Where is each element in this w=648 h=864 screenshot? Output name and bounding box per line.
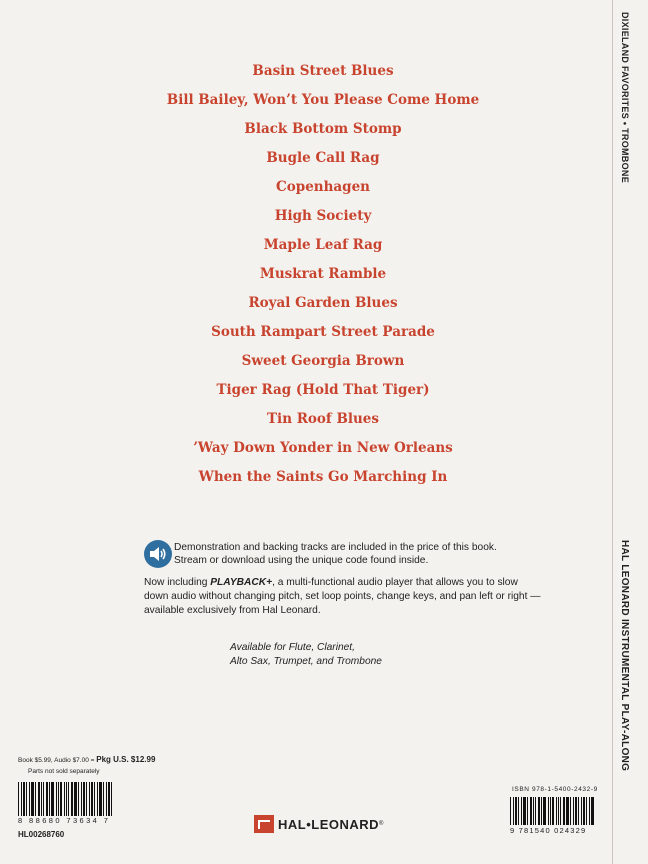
barcode-bar: [543, 797, 546, 825]
barcode-bar: [510, 797, 511, 825]
barcode-bar: [589, 797, 590, 825]
barcode-bar: [29, 782, 30, 816]
upc-barcode: [18, 782, 128, 816]
barcode-bar: [538, 797, 540, 825]
isbn-label: ISBN 978-1-5400-2432-9: [512, 786, 598, 793]
barcode-bar: [38, 782, 40, 816]
barcode-bar: [91, 782, 93, 816]
playback-brand: PLAYBACK+: [210, 577, 273, 588]
barcode-bar: [535, 797, 536, 825]
speaker-icon: [144, 540, 172, 568]
barcode-bar: [31, 782, 34, 816]
barcode-bar: [94, 782, 95, 816]
song-title: Maple Leaf Rag: [263, 237, 383, 253]
barcode-bar: [23, 782, 25, 816]
barcode-bar: [552, 797, 554, 825]
barcode-bar: [541, 797, 542, 825]
availability-line-1: Available for Flute, Clarinet,: [230, 642, 355, 653]
barcode-bar: [566, 797, 569, 825]
barcode-bar: [71, 782, 73, 816]
barcode-bar: [83, 782, 85, 816]
barcode-bar: [556, 797, 557, 825]
barcode-bar: [573, 797, 574, 825]
barcode-bar: [515, 797, 517, 825]
song-title: ’Way Down Yonder in New Orleans: [193, 440, 453, 456]
song-title: High Society: [274, 208, 372, 224]
barcode-bar: [78, 782, 79, 816]
song-title: When the Saints Go Marching In: [198, 469, 448, 485]
playback-description: [144, 576, 544, 618]
barcode-bar: [68, 782, 69, 816]
barcode-bar: [513, 797, 514, 825]
barcode-bar: [581, 797, 582, 825]
spine-divider: [612, 0, 613, 864]
barcode-bar: [563, 797, 565, 825]
barcode-bar: [35, 782, 36, 816]
song-title: Bill Bailey, Won’t You Please Come Home: [166, 92, 480, 108]
barcode-bar: [560, 797, 561, 825]
song-title: Black Bottom Stomp: [244, 121, 402, 137]
product-code: HL00268760: [18, 830, 65, 839]
package-price: Pkg U.S. $12.99: [96, 755, 156, 764]
hal-leonard-logo: [254, 815, 383, 833]
playback-prefix: Now including: [144, 577, 211, 588]
barcode-bar: [591, 797, 594, 825]
registered-mark: ®: [379, 821, 384, 827]
barcode-bar: [41, 782, 42, 816]
barcode-bar: [43, 782, 44, 816]
barcode-bar: [26, 782, 27, 816]
barcode-bar: [18, 782, 19, 816]
availability-line-2: Alto Sax, Trumpet, and Trombone: [230, 656, 382, 667]
price-line: [18, 755, 178, 765]
barcode-bar: [21, 782, 22, 816]
barcode-bar: [523, 797, 526, 825]
barcode-bar: [58, 782, 59, 816]
barcode-bar: [51, 782, 54, 816]
isbn-digits: 9 781540 024329: [510, 826, 587, 835]
availability-note: [230, 641, 460, 669]
song-title: Copenhagen: [276, 179, 370, 195]
spine-series: HAL LEONARD INSTRUMENTAL PLAY-ALONG: [619, 540, 630, 772]
song-title: Basin Street Blues: [252, 63, 394, 79]
barcode-bar: [106, 782, 107, 816]
barcode-bar: [548, 797, 549, 825]
barcode-bar: [66, 782, 67, 816]
barcode-bar: [570, 797, 571, 825]
publisher-name: HAL•LEONARD: [278, 816, 380, 832]
barcode-bar: [586, 797, 587, 825]
song-title: Royal Garden Blues: [248, 295, 398, 311]
barcode-bar: [530, 797, 532, 825]
barcode-bar: [99, 782, 102, 816]
logo-mark-icon: [254, 815, 274, 833]
barcode-bar: [64, 782, 65, 816]
barcode-bar: [558, 797, 559, 825]
song-list: [100, 58, 546, 493]
barcode-bar: [550, 797, 551, 825]
parts-note: Parts not sold separately: [28, 768, 100, 775]
barcode-bar: [575, 797, 577, 825]
barcode-bar: [89, 782, 90, 816]
barcode-bar: [518, 797, 519, 825]
barcode-bar: [108, 782, 110, 816]
barcode-bar: [86, 782, 87, 816]
audio-description: [174, 541, 544, 567]
song-title: Muskrat Ramble: [259, 266, 387, 282]
playback-text: , a multi-functional audio player that allows you to slow down audio without changing pitch, set loop points, change keys, and pan left or right — available exclusively from Hal Leonard.: [144, 577, 541, 616]
barcode-bar: [578, 797, 579, 825]
song-title: Tin Roof Blues: [267, 411, 379, 427]
song-title: Bugle Call Rag: [266, 150, 380, 166]
barcode-bar: [49, 782, 50, 816]
song-title: South Rampart Street Parade: [211, 324, 435, 340]
barcode-bar: [527, 797, 528, 825]
barcode-bar: [111, 782, 112, 816]
barcode-bar: [583, 797, 585, 825]
barcode-bar: [81, 782, 82, 816]
isbn-barcode: [510, 797, 602, 825]
barcode-bar: [60, 782, 62, 816]
price-breakdown: Book $5.99, Audio $7.00 =: [18, 757, 97, 764]
spine-title: DIXIELAND FAVORITES • TROMBONE: [620, 12, 630, 183]
song-title: Tiger Rag (Hold That Tiger): [216, 382, 430, 398]
audio-line-1: Demonstration and backing tracks are included in the price of this book.: [174, 542, 497, 553]
upc-digits: 8 88680 73634 7: [18, 816, 111, 825]
barcode-bar: [103, 782, 104, 816]
barcode-bar: [521, 797, 522, 825]
barcode-bar: [46, 782, 48, 816]
song-title: Sweet Georgia Brown: [241, 353, 405, 369]
barcode-bar: [74, 782, 77, 816]
barcode-bar: [533, 797, 534, 825]
barcode-bar: [97, 782, 98, 816]
audio-line-2: Stream or download using the unique code found inside.: [174, 555, 429, 566]
barcode-bar: [56, 782, 57, 816]
